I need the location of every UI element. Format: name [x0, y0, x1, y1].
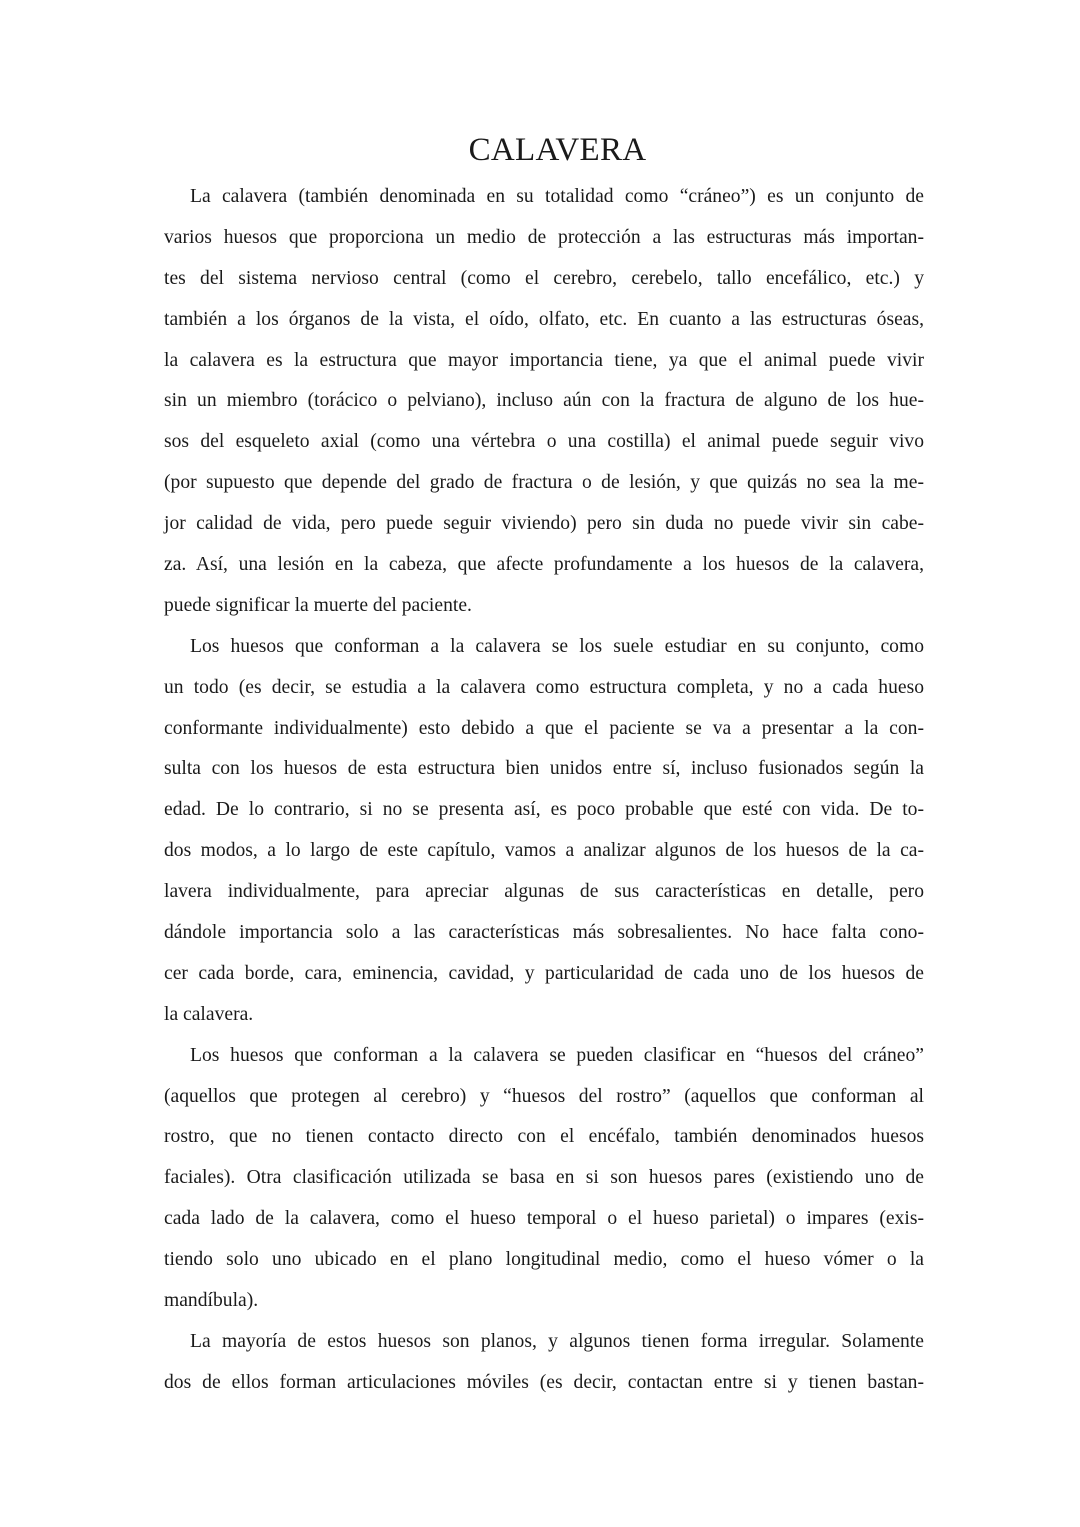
text-line: cer cada borde, cara, eminencia, cavidad, y particularidad de cada uno de los huesos de: [164, 962, 924, 984]
text-line: Los huesos que conforman a la calavera se los suele estudiar en su conjunto, como: [190, 635, 924, 657]
text-line: La calavera (también denominada en su totalidad como “cráneo”) es un conjunto de: [190, 186, 924, 207]
text-line: sulta con los huesos de esta estructura bien unidos entre sí, incluso fusionados según la: [164, 758, 924, 780]
text-line: puede significar la muerte del paciente.: [164, 594, 472, 616]
text-line: tes del sistema nervioso central (como el cerebro, cerebelo, tallo encefálico, etc.) y: [164, 267, 924, 289]
text-line: la calavera es la estructura que mayor importancia tiene, ya que el animal puede vivir: [164, 349, 924, 371]
text-line: (por supuesto que depende del grado de fractura o de lesión, y que quizás no sea la me-: [164, 472, 924, 494]
text-line: faciales). Otra clasificación utilizada se basa en si son huesos pares (existiendo uno de: [164, 1167, 924, 1189]
text-line: dos de ellos forman articulaciones móviles (es decir, contactan entre si y tienen bastan-: [164, 1371, 924, 1393]
paragraph-2: [164, 627, 924, 1036]
text-line: lavera individualmente, para apreciar algunas de sus características en detalle, pero: [164, 881, 924, 903]
text-line: sos del esqueleto axial (como una vértebra o una costilla) el animal puede seguir vivo: [164, 431, 924, 453]
text-line: cada lado de la calavera, como el hueso temporal o el hueso parietal) o impares (exis-: [164, 1208, 924, 1230]
paragraph-4: [164, 1322, 924, 1404]
text-line: dándole importancia solo a las características más sobresalientes. No hace falta cono-: [164, 922, 924, 944]
text-line: rostro, que no tienen contacto directo con el encéfalo, también denominados huesos: [164, 1126, 924, 1148]
page-title: CALAVERA: [468, 132, 647, 168]
text-line: mandíbula).: [164, 1290, 259, 1312]
text-line: un todo (es decir, se estudia a la calavera como estructura completa, y no a cada hueso: [164, 676, 924, 698]
text-line: (aquellos que protegen al cerebro) y “huesos del rostro” (aquellos que conforman al: [164, 1085, 924, 1107]
body-text: [164, 177, 924, 1404]
paragraph-1: [164, 177, 924, 627]
text-line: Los huesos que conforman a la calavera se pueden clasificar en “huesos del cráneo”: [190, 1044, 924, 1066]
text-line: sin un miembro (torácico o pelviano), incluso aún con la fractura de alguno de los hue-: [164, 390, 924, 412]
paragraph-3: [164, 1036, 924, 1322]
text-line: también a los órganos de la vista, el oído, olfato, etc. En cuanto a las estructuras óseas,: [164, 308, 924, 330]
text-line: varios huesos que proporciona un medio de protección a las estructuras más importan-: [164, 226, 924, 248]
text-line: la calavera.: [164, 1003, 254, 1025]
text-line: jor calidad de vida, pero puede seguir viviendo) pero sin duda no puede vivir sin cabe-: [164, 513, 924, 535]
text-line: La mayoría de estos huesos son planos, y algunos tienen forma irregular. Solamente: [190, 1330, 924, 1352]
text-line: tiendo solo uno ubicado en el plano longitudinal medio, como el hueso vómer o la: [164, 1249, 924, 1271]
text-line: edad. De lo contrario, si no se presenta así, es poco probable que esté con vida. De to-: [164, 799, 924, 821]
text-line: dos modos, a lo largo de este capítulo, vamos a analizar algunos de los huesos de la ca-: [164, 840, 924, 862]
text-line: conformante individualmente) esto debido a que el paciente se va a presentar a la con-: [164, 717, 924, 739]
text-line: za. Así, una lesión en la cabeza, que afecte profundamente a los huesos de la calavera,: [164, 554, 924, 576]
